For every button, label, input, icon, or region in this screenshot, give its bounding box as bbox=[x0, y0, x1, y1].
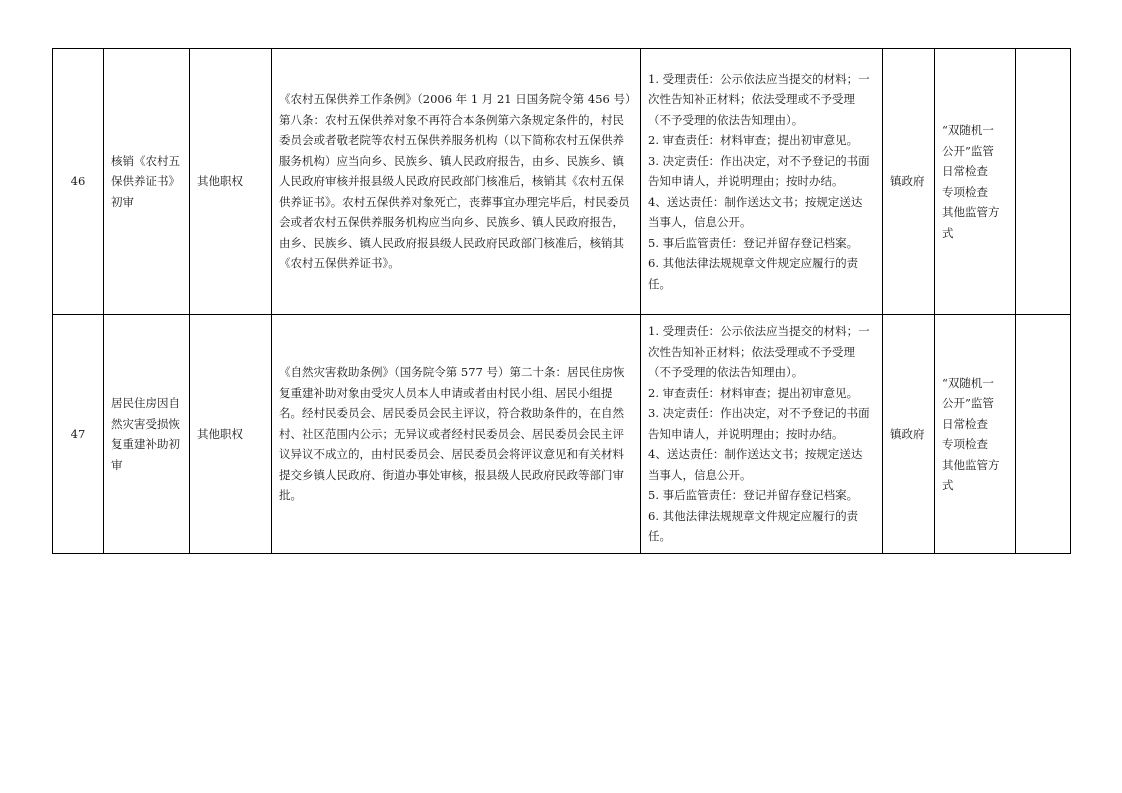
item-name-line: 初审 bbox=[111, 194, 134, 209]
legal-basis-text: 《农村五保供养工作条例》（2006 年 1 月 21 日国务院令第 456 号）第八条：农村五保供养对象不再符合本条例第六条规定条件的，村民委员会或者敬老院等农村五保供养服务机构（以下简称农村五保供养服务机构）应当向乡、民族乡、镇人民政府报告，由乡、民族乡、镇人民政府审核并报县级人民政府民政部门核准后，核销其《农村五保供养证书》。农村五保供养对象死亡，丧葬事宜办理完毕后，村民委员会或者农村五保供养服务机构应当向乡、民族乡、镇人民政府报告，由乡、民族乡、镇人民政府报县级人民政府民政部门核准后，核销其《农村五保供养证书》。 bbox=[279, 92, 631, 271]
responsibility-line: 3. 决定责任：作出决定，对不予登记的书面 bbox=[648, 406, 870, 421]
responsibility-line: 2. 审查责任：材料审查；提出初审意见。 bbox=[648, 385, 859, 400]
responsibility-line: 告知申请人，并说明理由；按时办结。 bbox=[648, 174, 844, 189]
responsibility-line: （不予受理的依法告知理由）。 bbox=[648, 112, 804, 127]
supervision-line: 其他监管方 bbox=[942, 457, 1000, 472]
responsible-subject: 镇政府 bbox=[883, 315, 935, 554]
supervision-line: 公开”监管 bbox=[942, 396, 994, 410]
responsibility-line: 告知申请人，并说明理由；按时办结。 bbox=[648, 426, 844, 441]
row-number: 46 bbox=[53, 49, 104, 315]
responsibility-line: 5. 事后监管责任：登记并留存登记档案。 bbox=[648, 488, 859, 503]
remark bbox=[1016, 315, 1071, 554]
power-category: 其他职权 bbox=[190, 49, 272, 315]
responsibility-line: 1. 受理责任：公示依法应当提交的材料；一 bbox=[648, 71, 870, 86]
power-category: 其他职权 bbox=[190, 315, 272, 554]
item-name-line: 审 bbox=[111, 457, 123, 472]
item-name bbox=[104, 315, 190, 554]
item-name-line: 保供养证书》 bbox=[111, 174, 180, 189]
responsibility-line: 4、送达责任：制作送达文书；按规定送达 bbox=[648, 447, 863, 462]
supervision-line: 专项检查 bbox=[942, 437, 988, 451]
item-name-line: 居民住房因自 bbox=[111, 396, 180, 410]
table-row bbox=[53, 315, 1071, 554]
responsibility-line: （不予受理的依法告知理由）。 bbox=[648, 365, 804, 380]
item-name bbox=[104, 49, 190, 315]
responsibility-line: 6. 其他法律法规规章文件规定应履行的责 bbox=[648, 508, 859, 523]
supervision-line: 日常检查 bbox=[942, 164, 988, 178]
supervision-line: 公开”监管 bbox=[942, 143, 994, 158]
legal-basis-text: 《自然灾害救助条例》（国务院令第 577 号）第二十条：居民住房恢复重建补助对象由受灾人员本人申请或者由村民小组、居民小组提名。经村民委员会、居民委员会民主评议，符合救助条件的，在自然村、社区范围内公示；无异议或者经村民委员会、居民委员会民主评议异议不成立的，由村民委员会、居民委员会将评议意见和有关材料提交乡镇人民政府、街道办事处审核，报县级人民政府民政等部门审批。 bbox=[279, 365, 625, 503]
legal-basis bbox=[272, 49, 641, 315]
responsibility-line: 次性告知补正材料；依法受理或不予受理 bbox=[648, 92, 855, 107]
responsibility-line: 当事人，信息公开。 bbox=[648, 215, 752, 230]
responsibility-line: 当事人，信息公开。 bbox=[648, 467, 752, 482]
responsibilities bbox=[641, 49, 883, 315]
remark bbox=[1016, 49, 1071, 315]
responsibilities bbox=[641, 315, 883, 554]
supervision-line: 式 bbox=[942, 225, 954, 240]
supervision-line: “双随机一 bbox=[942, 123, 994, 137]
responsibility-line: 4、送达责任：制作送达文书；按规定送达 bbox=[648, 194, 863, 209]
table-row bbox=[53, 49, 1071, 315]
responsibility-line: 任。 bbox=[648, 529, 671, 544]
supervision-line: 式 bbox=[942, 478, 954, 492]
responsibility-line: 任。 bbox=[648, 276, 671, 291]
responsibility-line: 2. 审查责任：材料审查；提出初审意见。 bbox=[648, 133, 859, 148]
responsible-subject: 镇政府 bbox=[883, 49, 935, 315]
row-number: 47 bbox=[53, 315, 104, 554]
responsibility-line: 5. 事后监管责任：登记并留存登记档案。 bbox=[648, 235, 859, 250]
legal-basis bbox=[272, 315, 641, 554]
supervision-line: 日常检查 bbox=[942, 416, 988, 431]
responsibility-line: 次性告知补正材料；依法受理或不予受理 bbox=[648, 344, 855, 359]
supervision-line: “双随机一 bbox=[942, 375, 994, 390]
responsibility-line: 1. 受理责任：公示依法应当提交的材料；一 bbox=[648, 324, 870, 339]
item-name-line: 核销《农村五 bbox=[111, 153, 180, 168]
supervision-mode bbox=[935, 315, 1016, 554]
item-name-line: 复重建补助初 bbox=[111, 437, 180, 451]
power-list-table bbox=[52, 48, 1071, 554]
item-name-line: 然灾害受损恢 bbox=[111, 416, 180, 431]
responsibility-line: 6. 其他法律法规规章文件规定应履行的责 bbox=[648, 256, 859, 271]
supervision-line: 专项检查 bbox=[942, 184, 988, 199]
responsibility-line: 3. 决定责任：作出决定，对不予登记的书面 bbox=[648, 153, 870, 168]
supervision-line: 其他监管方 bbox=[942, 205, 1000, 219]
supervision-mode bbox=[935, 49, 1016, 315]
